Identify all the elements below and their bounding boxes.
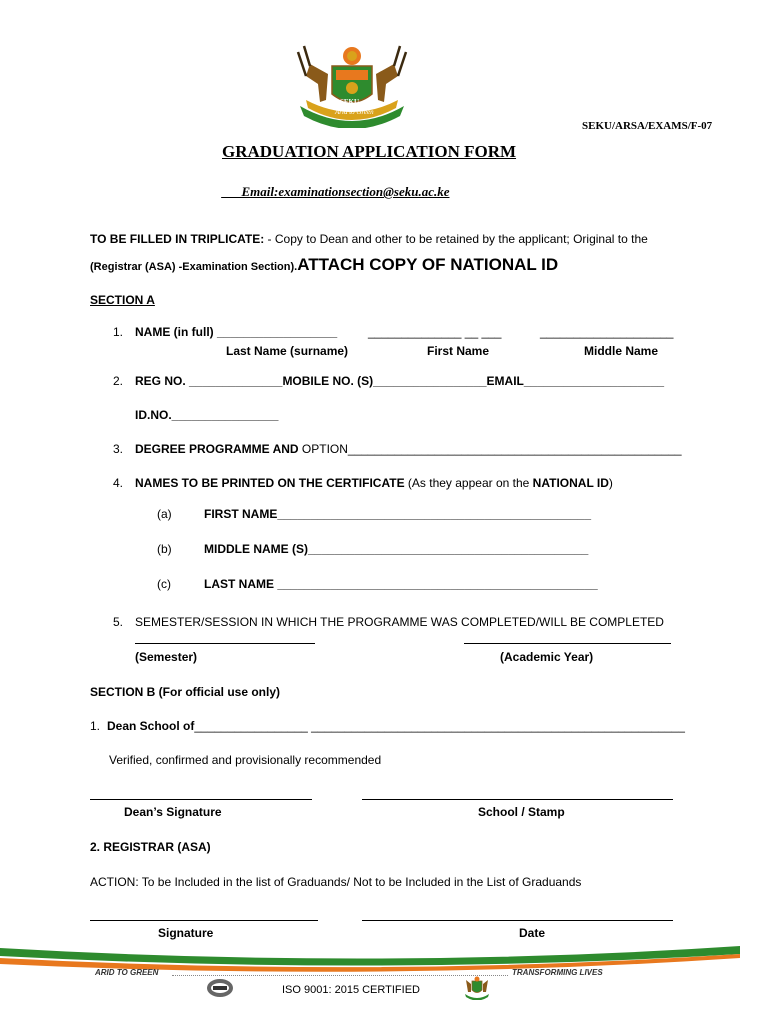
sub-b-num: (b)	[157, 542, 172, 556]
section-b-item1-num: 1.	[90, 719, 101, 733]
item5-num: 5.	[113, 615, 124, 629]
footer-right-slogan: TRANSFORMING LIVES	[512, 968, 603, 977]
section-b-label: SECTION B	[90, 685, 156, 699]
middle-name-label: Middle Name	[584, 344, 659, 358]
degree-option-blank: OPTION__________________________________________________	[298, 442, 682, 456]
sub-a-num: (a)	[157, 507, 172, 521]
semester-blank[interactable]	[135, 643, 315, 644]
iso-logo-icon	[206, 978, 234, 998]
sub-c-num: (c)	[157, 577, 171, 591]
academic-year-blank[interactable]	[464, 643, 671, 644]
footer-left-slogan: ARID TO GREEN	[95, 968, 159, 977]
certificate-names-note: (As they appear on the	[404, 476, 533, 490]
cert-middle-name-field[interactable]: MIDDLE NAME (S)__________________________________________	[204, 542, 589, 556]
attach-id-text: ATTACH COPY OF NATIONAL ID	[297, 255, 559, 274]
first-name-label: First Name	[427, 344, 490, 358]
dean-signature-label: Dean’s Signature	[124, 805, 222, 819]
semester-session-text: SEMESTER/SESSION IN WHICH THE PROGRAMME WAS COMPLETED/WILL BE COMPLETED	[135, 615, 664, 629]
triplicate-line	[90, 232, 648, 246]
action-text: ACTION: To be Included in the list of Graduands/ Not to be Included in the List of Graduands	[90, 875, 582, 889]
middle-name-blank[interactable]: ____________________	[540, 325, 674, 339]
footer-crest-icon	[463, 976, 491, 1000]
school-stamp-label: School / Stamp	[478, 805, 565, 819]
item4-num: 4.	[113, 476, 124, 490]
last-name-label: Last Name (surname)	[226, 344, 349, 358]
signature-label: Signature	[158, 926, 214, 940]
section-a-heading: SECTION A	[90, 293, 155, 307]
semester-label: (Semester)	[135, 650, 198, 664]
registrar-date-blank[interactable]	[362, 920, 673, 921]
full-name-field[interactable]: NAME (in full) __________________	[135, 325, 338, 339]
national-id-label: NATIONAL ID	[532, 476, 609, 490]
email-line: ___Email:examinationsection@seku.ac.ke	[222, 184, 450, 199]
registrar-heading: 2. REGISTRAR (ASA)	[90, 840, 211, 854]
cert-last-name-field[interactable]: LAST NAME ________________________________________________	[204, 577, 598, 591]
registrar-signature-blank[interactable]	[90, 920, 318, 921]
item2-num: 2.	[113, 374, 124, 388]
cert-first-name-field[interactable]: FIRST NAME_______________________________________________	[204, 507, 591, 521]
form-title: GRADUATION APPLICATION FORM	[222, 142, 517, 161]
degree-programme-field[interactable]	[135, 442, 682, 456]
triplicate-text: - Copy to Dean and other to be retained by the applicant; Original to the	[264, 232, 648, 246]
certificate-names-close: )	[608, 476, 613, 490]
item1-num: 1.	[113, 325, 124, 339]
triplicate-label: TO BE FILLED IN TRIPLICATE:	[90, 232, 265, 246]
first-name-blank[interactable]: ______________ __ ___	[368, 325, 502, 339]
section-b-heading	[90, 685, 280, 699]
dean-school-blank: _________________ ________________________________________________________	[194, 719, 685, 733]
section-b-suffix: (For official use only)	[155, 685, 281, 699]
dean-school-field[interactable]	[107, 719, 685, 733]
item3-num: 3.	[113, 442, 124, 456]
dean-signature-blank[interactable]	[90, 799, 312, 800]
date-label: Date	[519, 926, 546, 940]
crest-name: SEKU	[340, 98, 360, 106]
degree-programme-label: DEGREE PROGRAMME AND	[135, 442, 299, 456]
crest-motto: Arid to Green	[335, 108, 374, 116]
academic-year-label: (Academic Year)	[500, 650, 594, 664]
certificate-names-heading	[135, 476, 613, 490]
dean-school-label: Dean School of	[107, 719, 195, 733]
certificate-names-label: NAMES TO BE PRINTED ON THE CERTIFICATE	[135, 476, 405, 490]
verified-text: Verified, confirmed and provisionally recommended	[109, 753, 382, 767]
id-number-field[interactable]: ID.NO.________________	[135, 408, 279, 422]
school-stamp-blank[interactable]	[362, 799, 673, 800]
footer-dotted-rule	[172, 975, 508, 976]
reg-mobile-email-field[interactable]: REG NO. ______________MOBILE NO. (S)_________________EMAIL_____________________	[135, 374, 665, 388]
form-code: SEKU/ARSA/EXAMS/F-07	[582, 120, 713, 132]
iso-certified-text: ISO 9001: 2015 CERTIFIED	[282, 984, 420, 996]
registrar-line	[90, 255, 558, 275]
registrar-text: (Registrar (ASA) -Examination Section).	[90, 261, 298, 273]
